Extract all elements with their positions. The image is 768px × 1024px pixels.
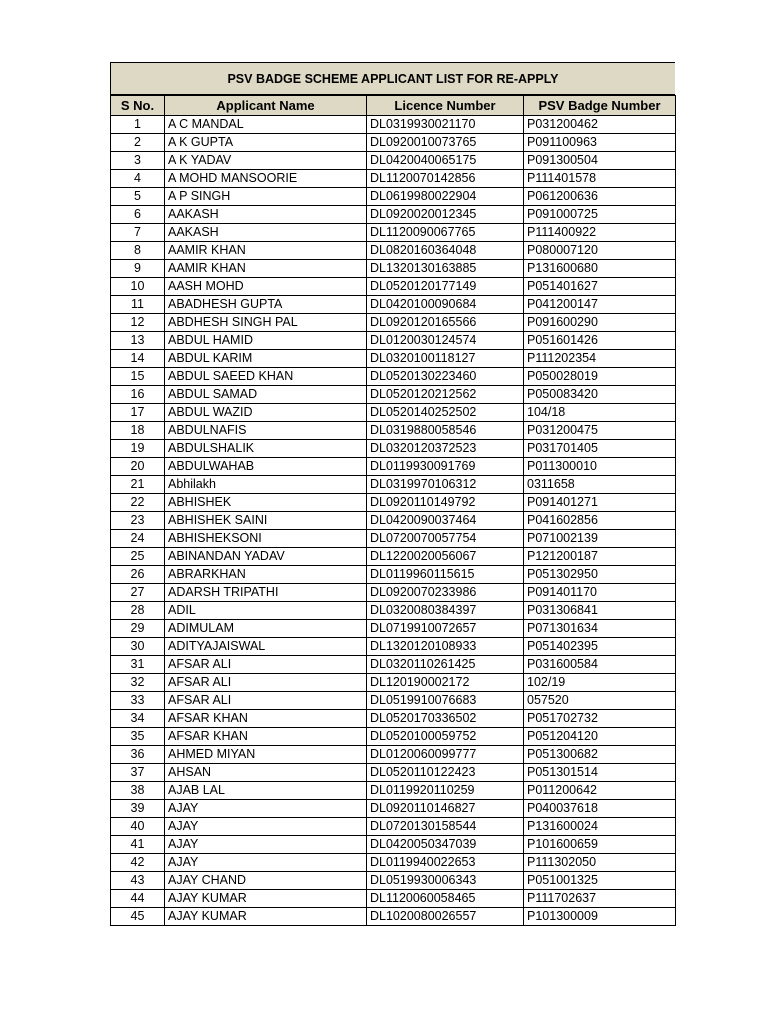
cell-psv-badge-number: 0311658 (524, 476, 676, 494)
cell-psv-badge-number: 102/19 (524, 674, 676, 692)
column-header-applicant-name: Applicant Name (165, 96, 367, 116)
cell-sno: 37 (111, 764, 165, 782)
cell-psv-badge-number: P111202354 (524, 350, 676, 368)
cell-psv-badge-number: 057520 (524, 692, 676, 710)
cell-psv-badge-number: P041602856 (524, 512, 676, 530)
table-row (111, 458, 676, 476)
table-row (111, 836, 676, 854)
cell-licence-number: DL0520100059752 (367, 728, 524, 746)
cell-psv-badge-number: P051302950 (524, 566, 676, 584)
cell-psv-badge-number: P091401271 (524, 494, 676, 512)
cell-psv-badge-number: P111702637 (524, 890, 676, 908)
cell-sno: 11 (111, 296, 165, 314)
cell-psv-badge-number: P091100963 (524, 134, 676, 152)
cell-psv-badge-number: P071002139 (524, 530, 676, 548)
cell-licence-number: DL1120090067765 (367, 224, 524, 242)
cell-applicant-name: AHSAN (165, 764, 367, 782)
table-row (111, 152, 676, 170)
cell-sno: 9 (111, 260, 165, 278)
cell-sno: 12 (111, 314, 165, 332)
cell-sno: 16 (111, 386, 165, 404)
cell-applicant-name: ADIL (165, 602, 367, 620)
cell-licence-number: DL0319880058546 (367, 422, 524, 440)
cell-licence-number: DL0120030124574 (367, 332, 524, 350)
cell-psv-badge-number: P091600290 (524, 314, 676, 332)
cell-sno: 31 (111, 656, 165, 674)
cell-applicant-name: A K GUPTA (165, 134, 367, 152)
cell-applicant-name: AJAY KUMAR (165, 890, 367, 908)
table-row (111, 584, 676, 602)
table-row (111, 602, 676, 620)
table-row (111, 800, 676, 818)
cell-applicant-name: AJAY CHAND (165, 872, 367, 890)
table-row (111, 224, 676, 242)
table-row (111, 782, 676, 800)
cell-licence-number: DL0920010073765 (367, 134, 524, 152)
cell-licence-number: DL0519930006343 (367, 872, 524, 890)
cell-licence-number: DL0619980022904 (367, 188, 524, 206)
cell-applicant-name: ABHISHEK (165, 494, 367, 512)
applicant-list-sheet (110, 62, 675, 926)
cell-psv-badge-number: P041200147 (524, 296, 676, 314)
cell-sno: 2 (111, 134, 165, 152)
cell-applicant-name: A P SINGH (165, 188, 367, 206)
cell-applicant-name: AFSAR KHAN (165, 728, 367, 746)
cell-licence-number: DL0720070057754 (367, 530, 524, 548)
column-header-sno: S No. (111, 96, 165, 116)
cell-applicant-name: AFSAR KHAN (165, 710, 367, 728)
cell-licence-number: DL1220020056067 (367, 548, 524, 566)
cell-sno: 41 (111, 836, 165, 854)
cell-applicant-name: ABDUL KARIM (165, 350, 367, 368)
cell-applicant-name: ABDUL SAEED KHAN (165, 368, 367, 386)
cell-applicant-name: ADARSH TRIPATHI (165, 584, 367, 602)
cell-applicant-name: AAKASH (165, 224, 367, 242)
cell-psv-badge-number: P051402395 (524, 638, 676, 656)
cell-licence-number: DL0719910072657 (367, 620, 524, 638)
table-body (111, 116, 676, 926)
table-row (111, 422, 676, 440)
cell-sno: 10 (111, 278, 165, 296)
table-row (111, 242, 676, 260)
cell-psv-badge-number: P031200475 (524, 422, 676, 440)
table-row (111, 566, 676, 584)
cell-sno: 19 (111, 440, 165, 458)
cell-licence-number: DL0720130158544 (367, 818, 524, 836)
cell-applicant-name: AFSAR ALI (165, 656, 367, 674)
cell-licence-number: DL0320080384397 (367, 602, 524, 620)
table-row (111, 440, 676, 458)
cell-applicant-name: ABDUL HAMID (165, 332, 367, 350)
cell-licence-number: DL0119940022653 (367, 854, 524, 872)
cell-licence-number: DL0119920110259 (367, 782, 524, 800)
table-row (111, 548, 676, 566)
cell-applicant-name: AJAY (165, 800, 367, 818)
cell-psv-badge-number: P051601426 (524, 332, 676, 350)
cell-applicant-name: A K YADAV (165, 152, 367, 170)
cell-sno: 36 (111, 746, 165, 764)
cell-licence-number: DL0920070233986 (367, 584, 524, 602)
cell-applicant-name: ADITYAJAISWAL (165, 638, 367, 656)
cell-psv-badge-number: P061200636 (524, 188, 676, 206)
cell-licence-number: DL0120060099777 (367, 746, 524, 764)
cell-psv-badge-number: P050083420 (524, 386, 676, 404)
cell-sno: 39 (111, 800, 165, 818)
table-row (111, 530, 676, 548)
cell-sno: 26 (111, 566, 165, 584)
cell-psv-badge-number: P031306841 (524, 602, 676, 620)
table-row (111, 404, 676, 422)
cell-applicant-name: AASH MOHD (165, 278, 367, 296)
cell-applicant-name: AFSAR ALI (165, 692, 367, 710)
table-row (111, 818, 676, 836)
cell-licence-number: DL0519910076683 (367, 692, 524, 710)
cell-applicant-name: AJAY (165, 854, 367, 872)
cell-sno: 24 (111, 530, 165, 548)
cell-applicant-name: AHMED MIYAN (165, 746, 367, 764)
cell-licence-number: DL0520140252502 (367, 404, 524, 422)
cell-psv-badge-number: P111302050 (524, 854, 676, 872)
cell-licence-number: DL0119960115615 (367, 566, 524, 584)
cell-psv-badge-number: P101300009 (524, 908, 676, 926)
cell-licence-number: DL0420040065175 (367, 152, 524, 170)
cell-licence-number: DL0320110261425 (367, 656, 524, 674)
cell-sno: 38 (111, 782, 165, 800)
cell-psv-badge-number: P011200642 (524, 782, 676, 800)
cell-sno: 1 (111, 116, 165, 134)
cell-licence-number: DL0520130223460 (367, 368, 524, 386)
table-row (111, 350, 676, 368)
cell-applicant-name: AJAY (165, 818, 367, 836)
cell-applicant-name: AFSAR ALI (165, 674, 367, 692)
cell-licence-number: DL0920120165566 (367, 314, 524, 332)
cell-sno: 23 (111, 512, 165, 530)
sheet-title: PSV BADGE SCHEME APPLICANT LIST FOR RE-APPLY (110, 62, 675, 95)
cell-sno: 3 (111, 152, 165, 170)
cell-applicant-name: AAMIR KHAN (165, 242, 367, 260)
cell-psv-badge-number: P051204120 (524, 728, 676, 746)
cell-licence-number: DL1020080026557 (367, 908, 524, 926)
table-row (111, 278, 676, 296)
cell-sno: 20 (111, 458, 165, 476)
table-row (111, 494, 676, 512)
cell-sno: 14 (111, 350, 165, 368)
column-header-psv-badge-number: PSV Badge Number (524, 96, 676, 116)
cell-licence-number: DL0520120212562 (367, 386, 524, 404)
cell-applicant-name: ABDULSHALIK (165, 440, 367, 458)
cell-licence-number: DL0319970106312 (367, 476, 524, 494)
cell-sno: 5 (111, 188, 165, 206)
cell-psv-badge-number: P121200187 (524, 548, 676, 566)
cell-licence-number: DL0320100118127 (367, 350, 524, 368)
cell-applicant-name: ABADHESH GUPTA (165, 296, 367, 314)
cell-sno: 13 (111, 332, 165, 350)
cell-sno: 6 (111, 206, 165, 224)
cell-applicant-name: ADIMULAM (165, 620, 367, 638)
table-row (111, 656, 676, 674)
table-row (111, 476, 676, 494)
cell-applicant-name: ABINANDAN YADAV (165, 548, 367, 566)
cell-sno: 44 (111, 890, 165, 908)
cell-psv-badge-number: P031600584 (524, 656, 676, 674)
cell-psv-badge-number: P091300504 (524, 152, 676, 170)
table-row (111, 674, 676, 692)
cell-sno: 40 (111, 818, 165, 836)
cell-applicant-name: ABDULWAHAB (165, 458, 367, 476)
cell-licence-number: DL120190002172 (367, 674, 524, 692)
cell-applicant-name: A MOHD MANSOORIE (165, 170, 367, 188)
cell-sno: 45 (111, 908, 165, 926)
cell-sno: 35 (111, 728, 165, 746)
cell-licence-number: DL0420090037464 (367, 512, 524, 530)
cell-sno: 34 (111, 710, 165, 728)
cell-applicant-name: AJAB LAL (165, 782, 367, 800)
cell-psv-badge-number: P071301634 (524, 620, 676, 638)
cell-psv-badge-number: P131600680 (524, 260, 676, 278)
table-row (111, 368, 676, 386)
cell-sno: 7 (111, 224, 165, 242)
table-row (111, 296, 676, 314)
cell-applicant-name: ABRARKHAN (165, 566, 367, 584)
table-row (111, 116, 676, 134)
cell-sno: 22 (111, 494, 165, 512)
cell-applicant-name: AAMIR KHAN (165, 260, 367, 278)
table-row (111, 854, 676, 872)
table-row (111, 332, 676, 350)
cell-licence-number: DL0420050347039 (367, 836, 524, 854)
cell-psv-badge-number: P040037618 (524, 800, 676, 818)
table-row (111, 170, 676, 188)
cell-licence-number: DL1120060058465 (367, 890, 524, 908)
cell-applicant-name: ABDHESH SINGH PAL (165, 314, 367, 332)
cell-sno: 33 (111, 692, 165, 710)
cell-psv-badge-number: P111401578 (524, 170, 676, 188)
table-row (111, 764, 676, 782)
cell-sno: 30 (111, 638, 165, 656)
cell-psv-badge-number: P091401170 (524, 584, 676, 602)
cell-licence-number: DL0520170336502 (367, 710, 524, 728)
table-row (111, 134, 676, 152)
cell-sno: 18 (111, 422, 165, 440)
cell-psv-badge-number: P031200462 (524, 116, 676, 134)
cell-sno: 29 (111, 620, 165, 638)
cell-licence-number: DL1320120108933 (367, 638, 524, 656)
applicant-table (110, 95, 676, 926)
cell-licence-number: DL0520120177149 (367, 278, 524, 296)
table-row (111, 746, 676, 764)
table-row (111, 314, 676, 332)
cell-sno: 28 (111, 602, 165, 620)
column-header-licence-number: Licence Number (367, 96, 524, 116)
cell-applicant-name: ABDUL SAMAD (165, 386, 367, 404)
table-row (111, 386, 676, 404)
cell-applicant-name: AJAY KUMAR (165, 908, 367, 926)
cell-sno: 8 (111, 242, 165, 260)
cell-psv-badge-number: P051702732 (524, 710, 676, 728)
table-row (111, 908, 676, 926)
cell-psv-badge-number: P050028019 (524, 368, 676, 386)
cell-psv-badge-number: P091000725 (524, 206, 676, 224)
cell-sno: 25 (111, 548, 165, 566)
table-row (111, 872, 676, 890)
cell-applicant-name: ABHISHEKSONI (165, 530, 367, 548)
cell-applicant-name: Abhilakh (165, 476, 367, 494)
cell-licence-number: DL0320120372523 (367, 440, 524, 458)
cell-licence-number: DL0820160364048 (367, 242, 524, 260)
cell-psv-badge-number: P101600659 (524, 836, 676, 854)
table-row (111, 638, 676, 656)
table-row (111, 728, 676, 746)
cell-psv-badge-number: P051300682 (524, 746, 676, 764)
cell-licence-number: DL0119930091769 (367, 458, 524, 476)
cell-licence-number: DL1320130163885 (367, 260, 524, 278)
cell-sno: 15 (111, 368, 165, 386)
table-row (111, 188, 676, 206)
cell-psv-badge-number: P031701405 (524, 440, 676, 458)
cell-psv-badge-number: P131600024 (524, 818, 676, 836)
cell-sno: 43 (111, 872, 165, 890)
cell-licence-number: DL0920110146827 (367, 800, 524, 818)
cell-sno: 32 (111, 674, 165, 692)
cell-applicant-name: ABDUL WAZID (165, 404, 367, 422)
cell-licence-number: DL0920020012345 (367, 206, 524, 224)
cell-licence-number: DL0520110122423 (367, 764, 524, 782)
table-row (111, 206, 676, 224)
cell-psv-badge-number: P011300010 (524, 458, 676, 476)
cell-applicant-name: A C MANDAL (165, 116, 367, 134)
header-row (111, 96, 676, 116)
cell-sno: 27 (111, 584, 165, 602)
cell-sno: 4 (111, 170, 165, 188)
cell-applicant-name: AJAY (165, 836, 367, 854)
cell-psv-badge-number: P051001325 (524, 872, 676, 890)
cell-psv-badge-number: P051401627 (524, 278, 676, 296)
table-row (111, 620, 676, 638)
table-row (111, 692, 676, 710)
cell-licence-number: DL1120070142856 (367, 170, 524, 188)
table-row (111, 260, 676, 278)
cell-applicant-name: ABDULNAFIS (165, 422, 367, 440)
table-row (111, 710, 676, 728)
cell-sno: 17 (111, 404, 165, 422)
cell-licence-number: DL0920110149792 (367, 494, 524, 512)
cell-psv-badge-number: 104/18 (524, 404, 676, 422)
table-row (111, 512, 676, 530)
cell-psv-badge-number: P111400922 (524, 224, 676, 242)
table-row (111, 890, 676, 908)
cell-applicant-name: AAKASH (165, 206, 367, 224)
cell-sno: 21 (111, 476, 165, 494)
cell-licence-number: DL0420100090684 (367, 296, 524, 314)
cell-sno: 42 (111, 854, 165, 872)
cell-psv-badge-number: P051301514 (524, 764, 676, 782)
cell-licence-number: DL0319930021170 (367, 116, 524, 134)
cell-psv-badge-number: P080007120 (524, 242, 676, 260)
cell-applicant-name: ABHISHEK SAINI (165, 512, 367, 530)
